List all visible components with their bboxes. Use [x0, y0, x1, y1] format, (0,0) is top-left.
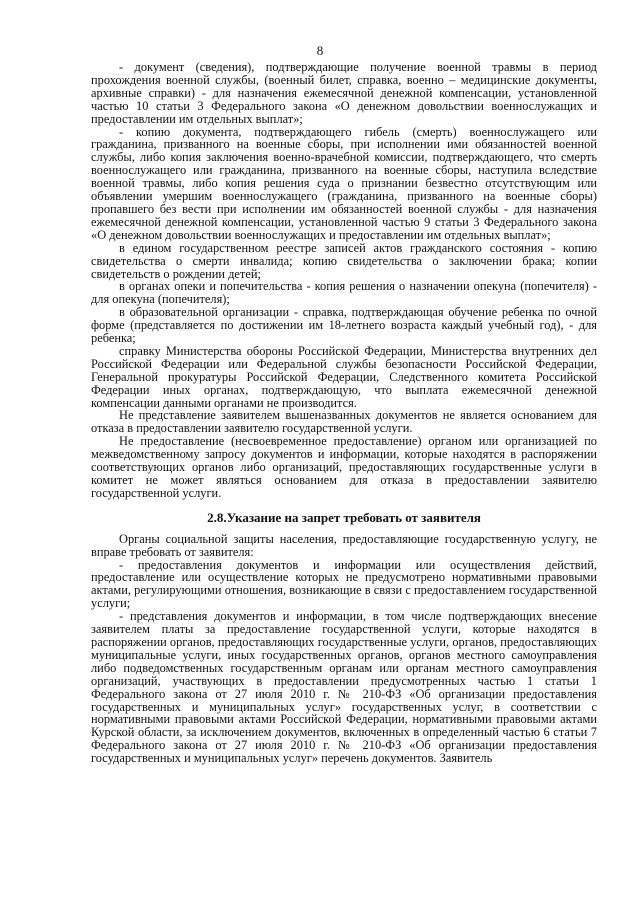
paragraph-guardianship: в органах опеки и попечительства - копия решения о назначении опекуна (попечителя) - для опекуна (попечителя); [91, 279, 597, 307]
paragraph-military-injury-docs: - документ (сведения), подтверждающие получение военной травмы в период прохождения военной службы, (военный билет, справка, военно – медицинские документы, архивные справки) - для назначения ежемесячной денежной компенсации, установленной частью 10 статьи 3 Федерального закона «О денежном довольствии военнослужащих и предоставлении им отдельных выплат»; [91, 60, 597, 126]
section-heading: 2.8.Указание на запрет требовать от заявителя [207, 509, 481, 525]
paragraph-ministry-certificate: справку Министерства обороны Российской Федерации, Министерства внутренних дел Российской Федерации или Федеральной службы безопасности Российской Федерации, Генеральной прокуратуры Российской Федерации, Следственного комитета Российской Федерации иных органах, подтверждающую, что выплата ежемесячной денежной компенсации данными органами не производится. [91, 343, 597, 410]
paragraph-civil-registry: в едином государственном реестре записей актов гражданского состояния - копию свидетельства о смерти инвалида; копию свидетельства о заключении брака; копии свидетельств о рождении детей; [91, 240, 597, 281]
paragraph-prohibition-intro: Органы социальной защиты населения, предоставляющие государственную услугу, не вправе требовать от заявителя: [91, 531, 597, 559]
paragraph-non-submission: Не представление заявителем вышеназванных документов не является основанием для отказа в предоставлении заявителю государственной услуги. [91, 408, 597, 436]
paragraph-education-certificate: в образовательной организации - справка, подтверждающая обучение ребенка по очной форме (представляется по достижении им 18-летнего возраста каждый учебный год), - для ребенка; [91, 305, 597, 346]
paragraph-interagency-request: Не предоставление (несвоевременное предоставление) органом или организацией по межведомственному запросу документов и информации, которые находятся в распоряжении соответствующих органов либо организаций, предоставляющих государственные услуги в комитет не может являться основанием для отказа в предоставлении заявителю государственной услуги. [91, 434, 597, 500]
page-number: 8 [316, 43, 324, 58]
document-body [91, 61, 597, 765]
paragraph-death-document-copy: - копию документа, подтверждающего гибель (смерть) военнослужащего или гражданина, призванного на военные сборы, при исполнении ими обязанностей военной службы, либо копия заключения военно-врачебной комиссии, подтверждающего, что смерть военнослужащего или гражданина, призванного на военные сборы, наступила вследствие военной травмы, либо копия решения суда о признании безвестно отсутствующим или объявлении умершим военнослужащего (гражданина, призванного на военные сборы) пропавшего без вести при исполнении им обязанностей военной службы - для назначения ежемесячной денежной компенсации, установленной частью 9 статьи 3 Федерального закона «О денежном довольствии военнослужащих и предоставлении им отдельных выплат»; [91, 124, 597, 242]
paragraph-prohibition-actions: - предоставления документов и информации или осуществления действий, предоставление или осуществление которых не предусмотрено нормативными правовыми актами, регулирующими отношения, возникающие в связи с предоставлением государственной услуги; [91, 557, 597, 611]
paragraph-prohibition-documents: - представления документов и информации, в том числе подтверждающих внесение заявителем платы за предоставление государственной услуги, которые находятся в распоряжении органов, предоставляющих государственные услуги, органов, предоставляющих муниципальные услуги, иных государственных органов, органов местного самоуправления либо подведомственных государственным органам или органам местного самоуправления организаций, участвующих в предоставлении предусмотренных частью 1 статьи 1 Федерального закона от 27 июля 2010 г. № 210-ФЗ «Об организации предоставления государственных и муниципальных услуг» государственных услуг, в соответствии с нормативными правовыми актами Российской Федерации, нормативными правовыми актами Курской области, за исключением документов, включенных в определенный частью 6 статьи 7 Федерального закона от 27 июля 2010 г. № 210-ФЗ «Об организации предоставления государственных и муниципальных услуг» перечень документов. Заявитель [91, 609, 597, 766]
